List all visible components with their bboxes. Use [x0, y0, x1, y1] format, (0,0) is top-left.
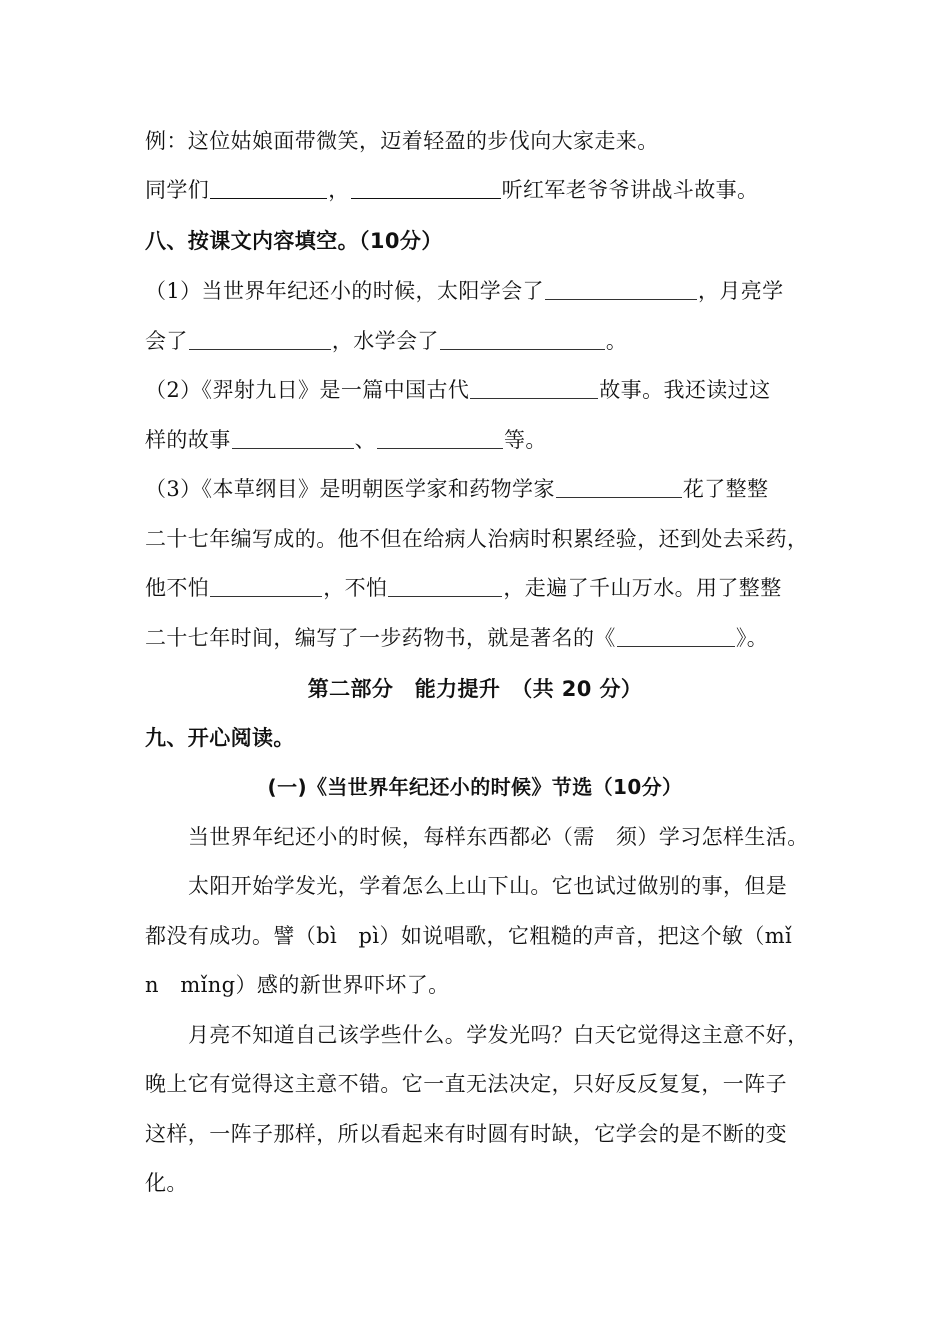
- q1-line2: [145, 326, 627, 356]
- section9-heading: 九、开心阅读。: [145, 726, 295, 750]
- q1-text: 会了: [145, 329, 188, 353]
- q2-text: 等。: [504, 428, 547, 452]
- q3-text: ，不怕: [323, 576, 388, 600]
- q3-line3: [145, 573, 782, 603]
- practice-end: 听红军老爷爷讲战斗故事。: [501, 178, 759, 202]
- q3-line2: 二十七年编写成的。他不但在给病人治病时积累经验，还到处去采药，: [145, 527, 809, 551]
- blank-field[interactable]: [556, 477, 682, 498]
- q3-line4: [145, 623, 768, 653]
- q1-text: ，水学会了: [331, 329, 439, 353]
- q3-text: 》。: [735, 626, 769, 650]
- reading-paragraph-1: 当世界年纪还小的时候，每样东西都必（需 须）学习怎样生活。: [188, 825, 809, 849]
- reading-subtitle: (一)《当世界年纪还小的时候》节选（10分）: [267, 775, 683, 799]
- q2-text: （2）《羿射九日》是一篇中国古代: [145, 378, 470, 402]
- q1-line1: [145, 276, 784, 306]
- part2-title: 第二部分 能力提升 （共 20 分）: [307, 677, 643, 701]
- practice-sentence: [145, 175, 758, 205]
- q2-line2: [145, 425, 547, 455]
- q2-text: 故事。我还读过这: [599, 378, 771, 402]
- q2-text: 、: [354, 428, 377, 452]
- q3-text: 他不怕: [145, 576, 210, 600]
- blank-field[interactable]: [470, 378, 598, 399]
- q3-text: ，走遍了千山万水。用了整整: [503, 576, 782, 600]
- example-sentence: 例：这位姑娘面带微笑，迈着轻盈的步伐向大家走来。: [145, 129, 659, 153]
- blank-field[interactable]: [545, 279, 697, 300]
- q3-text: 二十七年时间，编写了一步药物书，就是著名的《: [145, 626, 616, 650]
- reading-paragraph-3-line-3: 这样，一阵子那样，所以看起来有时圆有时缺，它学会的是不断的变: [145, 1122, 787, 1146]
- q3-text: （3）《本草纲目》是明朝医学家和药物学家: [145, 477, 555, 501]
- blank-field[interactable]: [189, 329, 331, 350]
- reading-paragraph-2-line-3: n mǐng）感的新世界吓坏了。: [145, 973, 450, 997]
- section8-heading: 八、按课文内容填空。（10分）: [145, 229, 443, 253]
- reading-paragraph-3-line-4: 化。: [145, 1171, 188, 1195]
- reading-paragraph-3-line-1: 月亮不知道自己该学些什么。学发光吗？白天它觉得这主意不好，: [188, 1023, 809, 1047]
- q2-line1: [145, 375, 770, 405]
- blank-field[interactable]: [232, 428, 354, 449]
- practice-start: 同学们: [145, 178, 210, 202]
- q1-text: 。: [605, 329, 628, 353]
- q3-line1: [145, 474, 768, 504]
- blank-field[interactable]: [440, 329, 605, 350]
- reading-paragraph-2-line-2: 都没有成功。譬（bì pì）如说唱歌，它粗糙的声音，把这个敏（mǐ: [145, 924, 793, 948]
- q1-text: ，月亮学: [697, 279, 784, 303]
- q1-text: （1）当世界年纪还小的时候，太阳学会了: [145, 279, 544, 303]
- blank-field[interactable]: [388, 576, 502, 597]
- blank-field[interactable]: [617, 626, 735, 647]
- q3-text: 花了整整: [682, 477, 769, 501]
- blank-field[interactable]: [210, 576, 322, 597]
- q2-text: 样的故事: [145, 428, 231, 452]
- blank-field[interactable]: [377, 428, 503, 449]
- blank-field[interactable]: [210, 178, 327, 199]
- practice-comma: ，: [328, 178, 350, 202]
- reading-paragraph-3-line-2: 晚上它有觉得这主意不错。它一直无法决定，只好反反复复，一阵子: [145, 1072, 787, 1096]
- blank-field[interactable]: [351, 178, 501, 199]
- reading-paragraph-2-line-1: 太阳开始学发光，学着怎么上山下山。它也试过做别的事，但是: [188, 874, 788, 898]
